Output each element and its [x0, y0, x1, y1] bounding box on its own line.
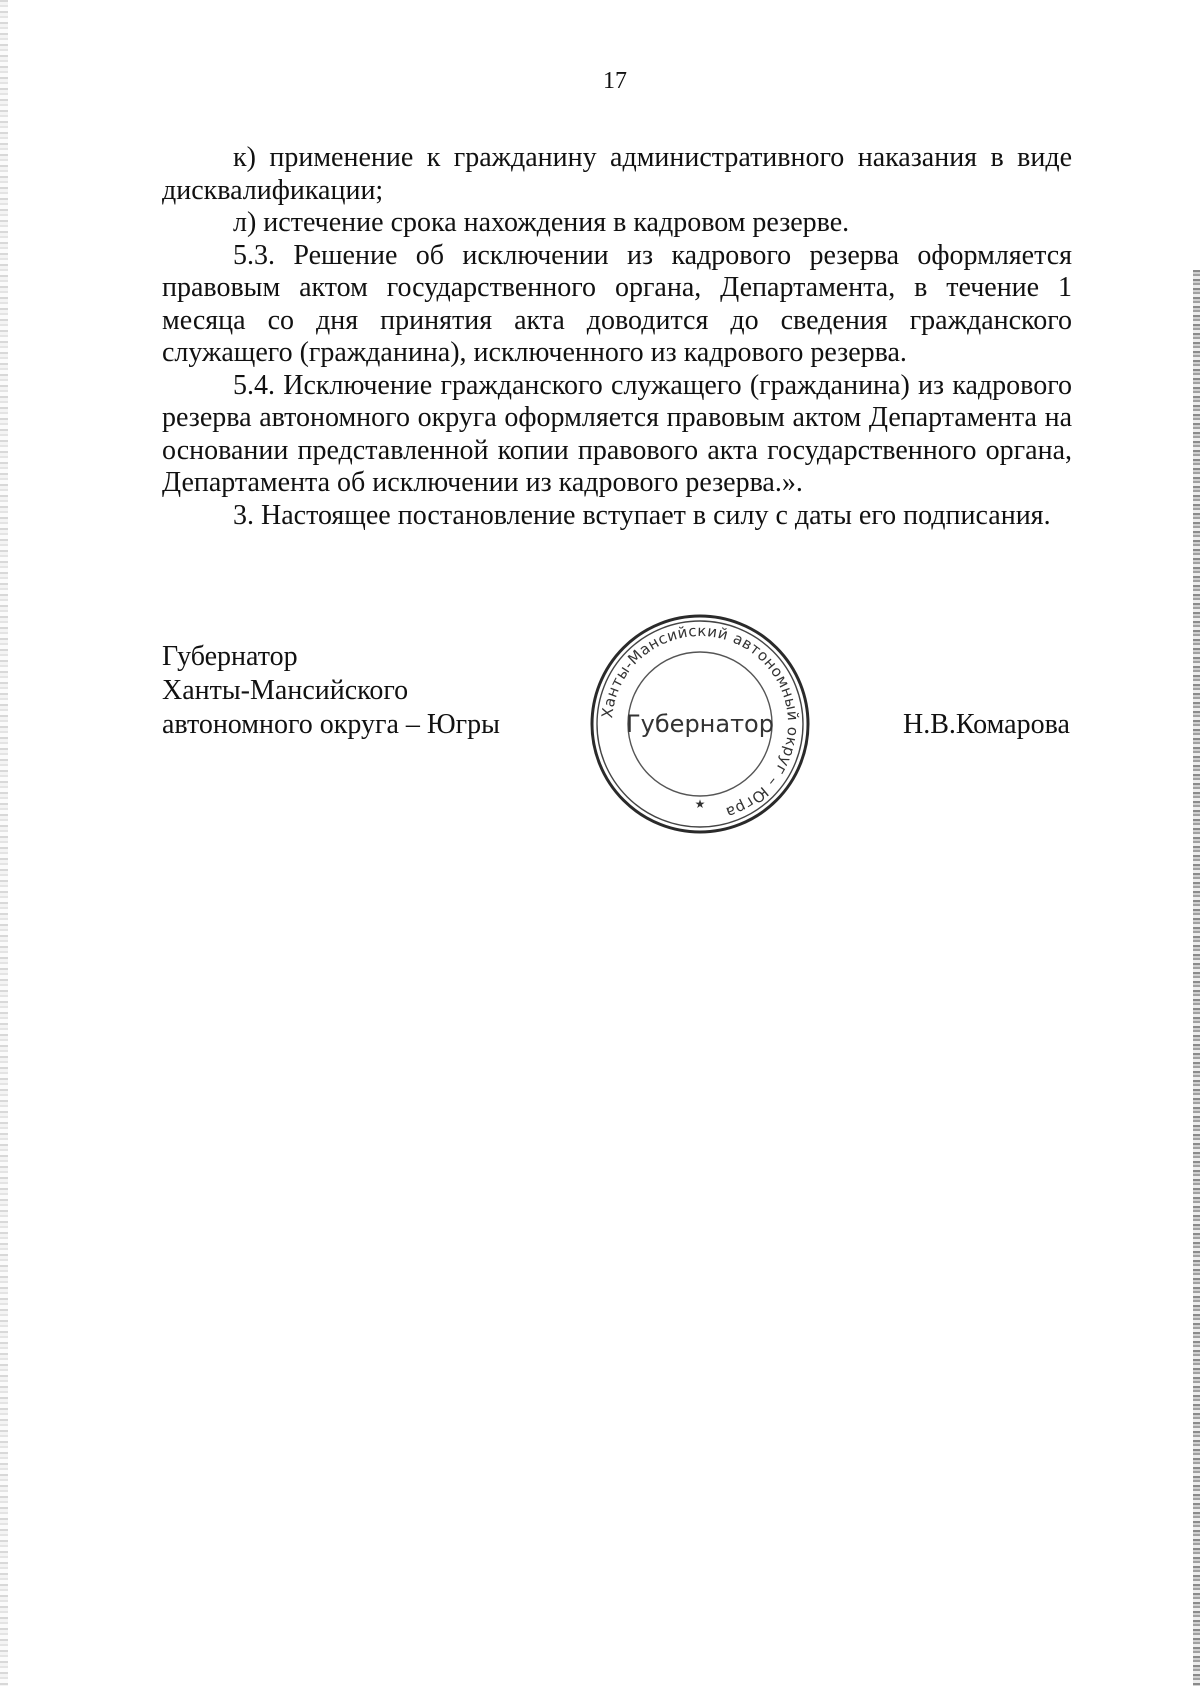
scan-edge-right — [1193, 270, 1200, 1686]
paragraph-5-3: 5.3. Решение об исключении из кадрового резерва оформляется правовым актом государственного органа, Департамента, в течение 1 месяца со дня принятия акта доводится до сведения гражданского служащего (гражданина), исключенного из кадрового резерва. — [162, 239, 1072, 368]
signatory-name: Н.В.Комарова — [903, 709, 1070, 740]
signatory-position-line1: Губернатор — [162, 641, 298, 672]
signatory-position-line2: Ханты-Мансийского — [162, 675, 409, 706]
signatory-position-line3: автономного округа – Югры — [162, 709, 500, 740]
document-body — [162, 142, 1072, 532]
paragraph-5-4: 5.4. Исключение гражданского служащего (гражданина) из кадрового резерва автономного округа оформляется правовым актом Департамента на основании представленной копии правового акта государственного органа, Департамента об исключении из кадрового резерва.». — [162, 369, 1072, 498]
paragraph-3: 3. Настоящее постановление вступает в силу с даты его подписания. — [233, 499, 1051, 531]
page-number: 17 — [603, 68, 627, 94]
signatory-position — [162, 640, 500, 742]
paragraph-item-k: к) применение к гражданину административного наказания в виде дисквалификации; — [162, 142, 1072, 206]
paragraph-item-l: л) истечение срока нахождения в кадровом резерве. — [233, 207, 850, 238]
scan-edge-left — [0, 0, 8, 1686]
seal-star-icon: ★ — [694, 797, 706, 811]
seal-ring-text: Ханты-Мансийский автономный округ – Югра — [598, 621, 803, 822]
seal-center-text: Губернатор — [626, 710, 774, 738]
official-seal-stamp — [588, 612, 812, 836]
